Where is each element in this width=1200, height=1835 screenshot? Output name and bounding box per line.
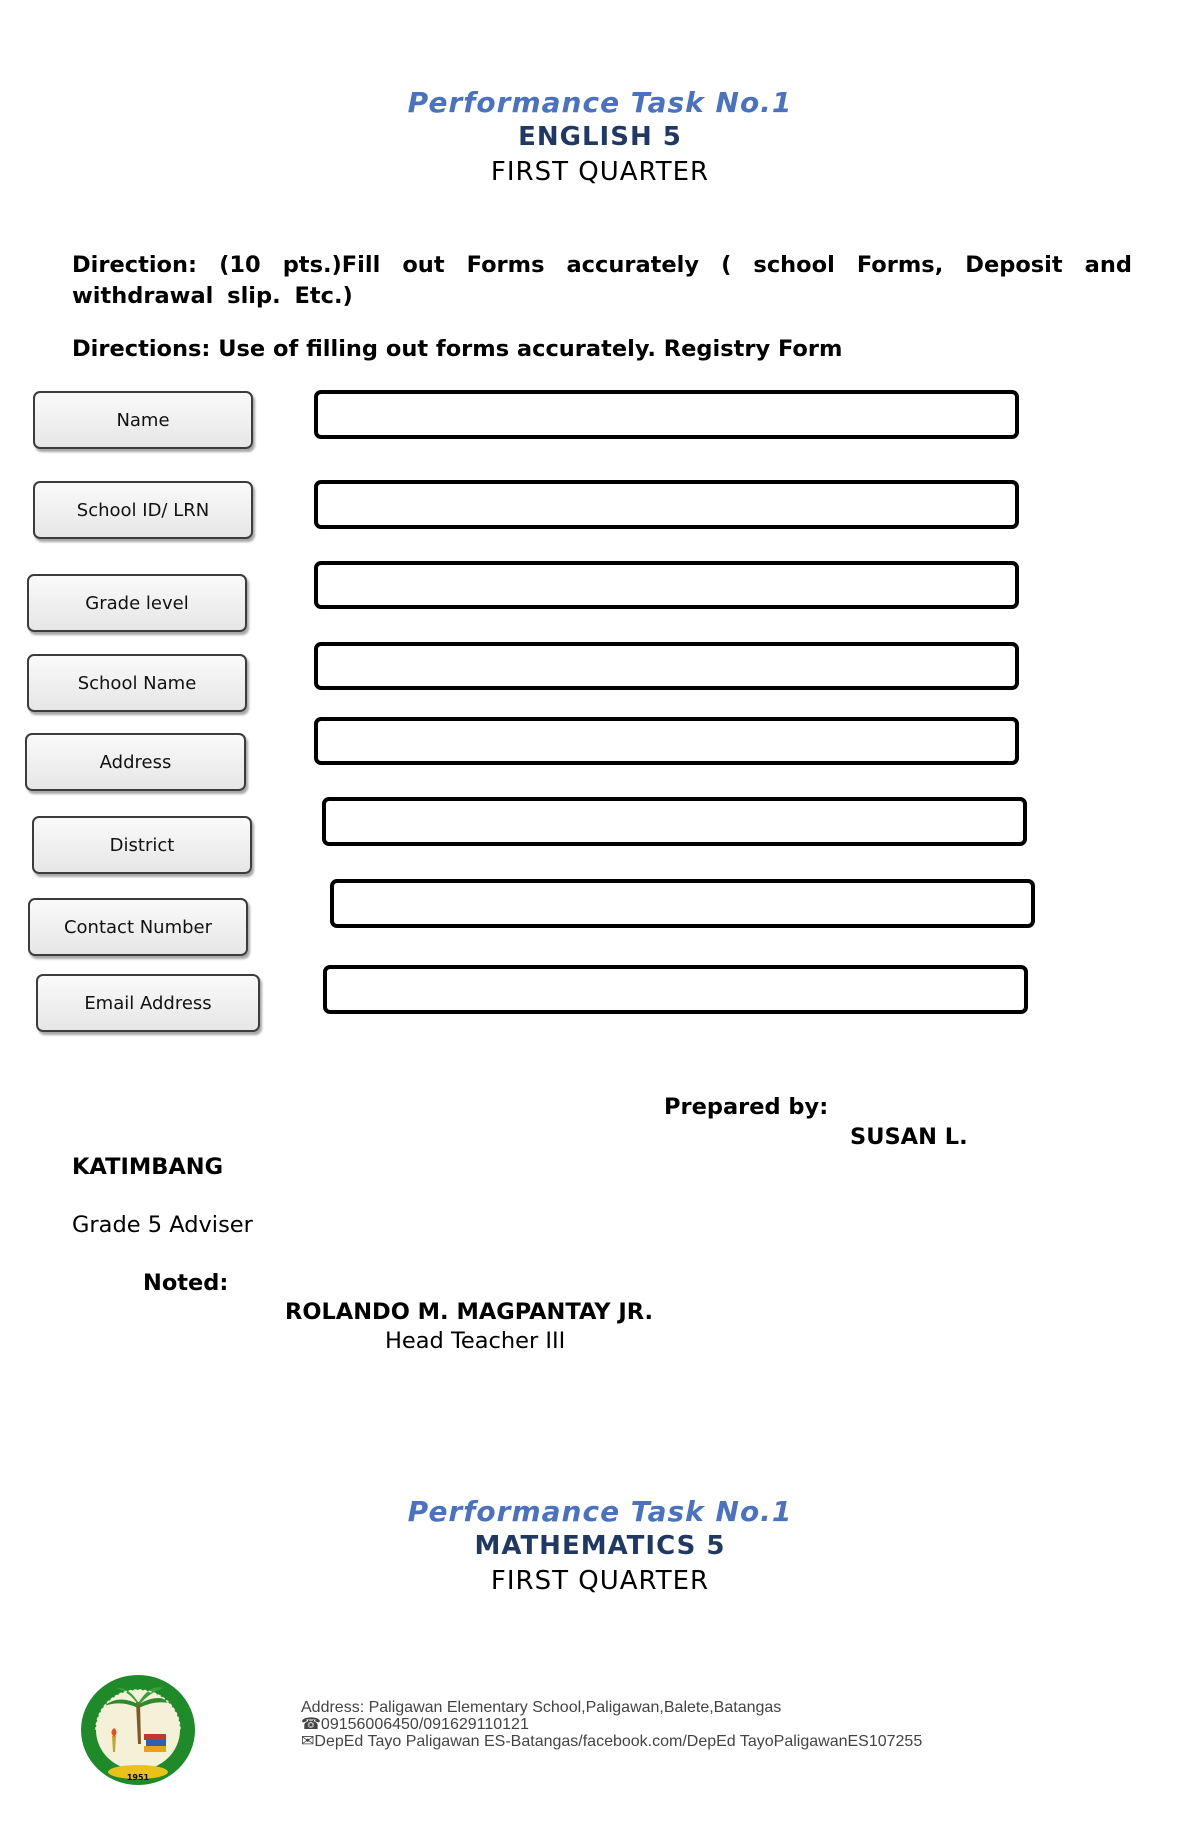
email-address-field[interactable] [323,965,1028,1014]
registry-direction-text: Directions: Use of filling out forms accurately. Registry Form [72,336,843,362]
email-address-label: Email Address [36,974,260,1032]
contact-number-field[interactable] [330,879,1035,928]
task2-quarter: FIRST QUARTER [490,1566,710,1596]
direction-text: Direction: (10 pts.)Fill out Forms accurately ( school Forms, Deposit and withdrawal slip. Etc.) [72,252,1132,309]
noted-label: Noted: [143,1270,229,1296]
footer-social: ✉DepEd Tayo Paligawan ES-Batangas/facebook.com/DepEd TayoPaligawanES107255 [301,1733,923,1750]
footer-phone: ☎09156006450/091629110121 [301,1716,529,1733]
prepared-by-label: Prepared by: [664,1094,829,1120]
address-field[interactable] [314,717,1019,765]
school-name-label: School Name [27,654,247,712]
task2-title: Performance Task No.1 [407,1495,793,1528]
task2-subject: MATHEMATICS 5 [474,1531,726,1561]
preparer-name-first: SUSAN L. [850,1124,968,1150]
school-id-label: School ID/ LRN [33,481,253,539]
preparer-role: Grade 5 Adviser [72,1212,253,1238]
school-id-field[interactable] [314,480,1019,529]
name-label: Name [33,391,253,449]
noter-role: Head Teacher III [385,1328,566,1354]
preparer-name-last: KATIMBANG [72,1154,224,1180]
task1-quarter: FIRST QUARTER [490,157,710,187]
task1-title: Performance Task No.1 [407,86,793,119]
grade-level-label: Grade level [27,574,247,632]
address-label: Address [25,733,246,791]
district-label: District [32,816,252,874]
footer-address: Address: Paligawan Elementary School,Paligawan,Balete,Batangas [301,1699,782,1716]
contact-number-label: Contact Number [28,898,248,956]
district-field[interactable] [322,797,1027,846]
task1-subject: ENGLISH 5 [518,122,682,152]
name-field[interactable] [314,390,1019,439]
noter-name: ROLANDO M. MAGPANTAY JR. [285,1299,654,1325]
grade-level-field[interactable] [314,561,1019,609]
school-seal-logo [78,1672,198,1788]
seal-year: 1951 [126,1773,150,1782]
school-name-field[interactable] [314,642,1019,690]
